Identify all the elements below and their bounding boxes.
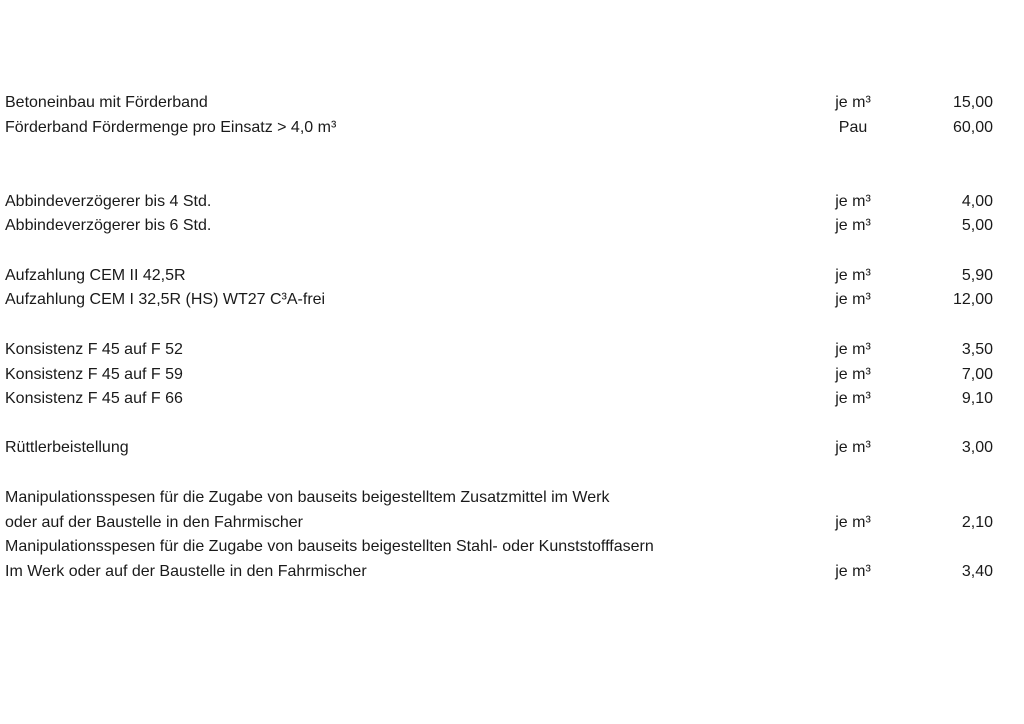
item-description: Abbindeverzögerer bis 4 Std. [5, 193, 212, 210]
price-row [0, 435, 1024, 460]
item-unit: je m³ [835, 341, 871, 358]
item-unit: je m³ [835, 390, 871, 407]
item-price: 3,40 [961, 563, 993, 580]
item-unit: je m³ [835, 267, 871, 284]
item-price: 5,00 [961, 217, 993, 234]
item-price: 3,50 [961, 341, 993, 358]
price-row [0, 287, 1024, 312]
price-row [0, 510, 1024, 535]
item-description: oder auf der Baustelle in den Fahrmischer [5, 514, 303, 531]
item-unit: je m³ [835, 217, 871, 234]
item-price: 3,00 [961, 439, 993, 456]
item-description: Aufzahlung CEM I 32,5R (HS) WT27 C³A-frei [5, 291, 326, 308]
price-row [0, 386, 1024, 411]
item-price: 7,00 [961, 366, 993, 383]
price-row [0, 559, 1024, 584]
item-unit: je m³ [835, 193, 871, 210]
item-price: 9,10 [961, 390, 993, 407]
item-price: 60,00 [952, 119, 993, 136]
item-description: Manipulationsspesen für die Zugabe von bauseits beigestelltem Zusatzmittel im Werk [5, 489, 610, 506]
item-price: 2,10 [961, 514, 993, 531]
item-description: Im Werk oder auf der Baustelle in den Fahrmischer [5, 563, 367, 580]
price-row [0, 213, 1024, 238]
price-row [0, 189, 1024, 214]
item-price: 5,90 [961, 267, 993, 284]
item-price: 15,00 [952, 94, 993, 111]
item-description: Konsistenz F 45 auf F 66 [5, 390, 183, 407]
item-description: Förderband Fördermenge pro Einsatz > 4,0 m³ [5, 119, 337, 136]
item-unit: je m³ [835, 514, 871, 531]
item-unit: je m³ [835, 366, 871, 383]
item-unit: Pau [838, 119, 868, 136]
item-description: Abbindeverzögerer bis 6 Std. [5, 217, 212, 234]
item-unit: je m³ [835, 291, 871, 308]
item-description: Rüttlerbeistellung [5, 439, 129, 456]
item-description: Konsistenz F 45 auf F 52 [5, 341, 183, 358]
item-description: Betoneinbau mit Förderband [5, 94, 208, 111]
item-description: Aufzahlung CEM II 42,5R [5, 267, 186, 284]
item-price: 4,00 [961, 193, 993, 210]
price-row [0, 115, 1024, 140]
price-row [0, 362, 1024, 387]
price-row [0, 534, 1024, 559]
item-unit: je m³ [835, 563, 871, 580]
item-unit: je m³ [835, 94, 871, 111]
price-row [0, 337, 1024, 362]
item-description: Manipulationsspesen für die Zugabe von bauseits beigestellten Stahl- oder Kunststofffasern [5, 538, 654, 555]
item-unit: je m³ [835, 439, 871, 456]
item-price: 12,00 [952, 291, 993, 308]
price-row [0, 90, 1024, 115]
item-description: Konsistenz F 45 auf F 59 [5, 366, 183, 383]
price-row [0, 263, 1024, 288]
price-row [0, 485, 1024, 510]
